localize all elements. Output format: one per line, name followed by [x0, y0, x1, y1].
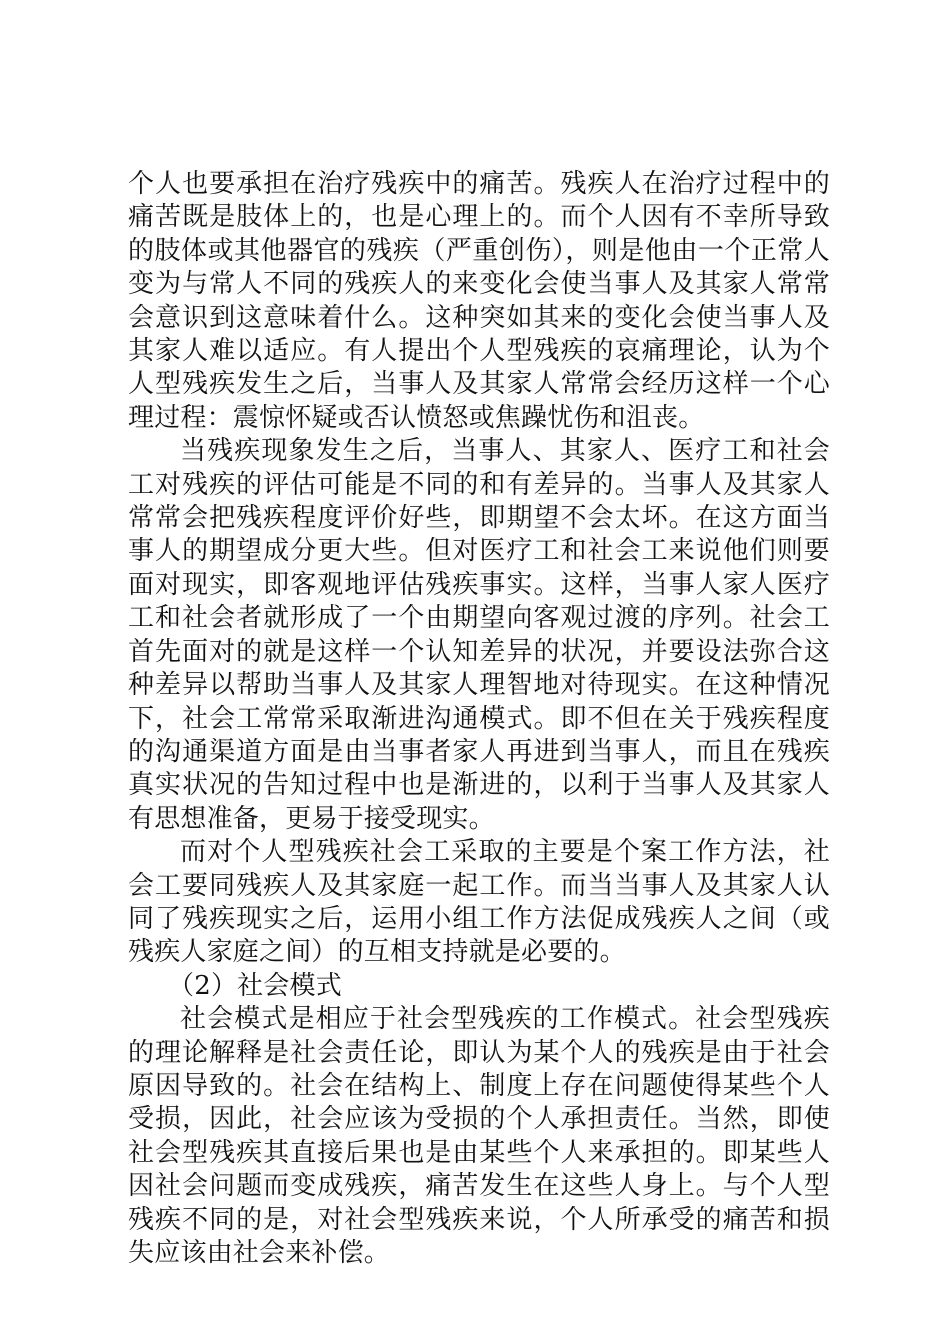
paragraph-assessment-differences: 当残疾现象发生之后，当事人、其家人、医疗工和社会工对残疾的评估可能是不同的和有差异的。当事人及其家人常常会把残疾程度评价好些，即期望不会太坏。在这方面当事人的期望成分更大些。但对医疗工和社会工来说他们则要面对现实，即客观地评估残疾事实。这样，当事人家人医疗工和社会者就形成了一个由期望向客观过渡的序列。社会工首先面对的就是这样一个认知差异的状况，并要设法弥合这种差异以帮助当事人及其家人理智地对待现实。在这种情况下，社会工常常采取渐进沟通模式。即不但在关于残疾程度的沟通渠道方面是由当事者家人再进到当事人，而且在残疾真实状况的告知过程中也是渐进的，以利于当事人及其家人有思想准备，更易于接受现实。 — [128, 436, 830, 834]
paragraph-casework-method: 而对个人型残疾社会工采取的主要是个案工作方法，社会工要同残疾人及其家庭一起工作。而当当事人及其家人认同了残疾现实之后，运用小组工作方法促成残疾人之间（或残疾人家庭之间）的互相支持就是必要的。 — [128, 837, 830, 968]
paragraph-social-model: 社会模式是相应于社会型残疾的工作模式。社会型残疾的理论解释是社会责任论，即认为某个人的残疾是由于社会原因导致的。社会在结构上、制度上存在问题使得某些个人受损，因此，社会应该为受损的个人承担责任。当然，即使社会型残疾其直接后果也是由某些个人来承担的。即某些人因社会问题而变成残疾，痛苦发生在这些人身上。与个人型残疾不同的是，对社会型残疾来说，个人所承受的痛苦和损失应该由社会来补偿。 — [128, 1004, 830, 1268]
section-heading-social-model: （2）社会模式 — [168, 970, 342, 1001]
document-body — [128, 168, 830, 1270]
paragraph-grief-theory: 个人也要承担在治疗残疾中的痛苦。残疾人在治疗过程中的痛苦既是肢体上的，也是心理上的。而个人因有不幸所导致的肢体或其他器官的残疾（严重创伤），则是他由一个正常人变为与常人不同的残疾人的来变化会使当事人及其家人常常会意识到这意味着什么。这种突如其来的变化会使当事人及其家人难以适应。有人提出个人型残疾的哀痛理论，认为个人型残疾发生之后，当事人及其家人常常会经历这样一个心理过程：震惊怀疑或否认愤怒或焦躁忧伤和沮丧。 — [128, 169, 830, 433]
